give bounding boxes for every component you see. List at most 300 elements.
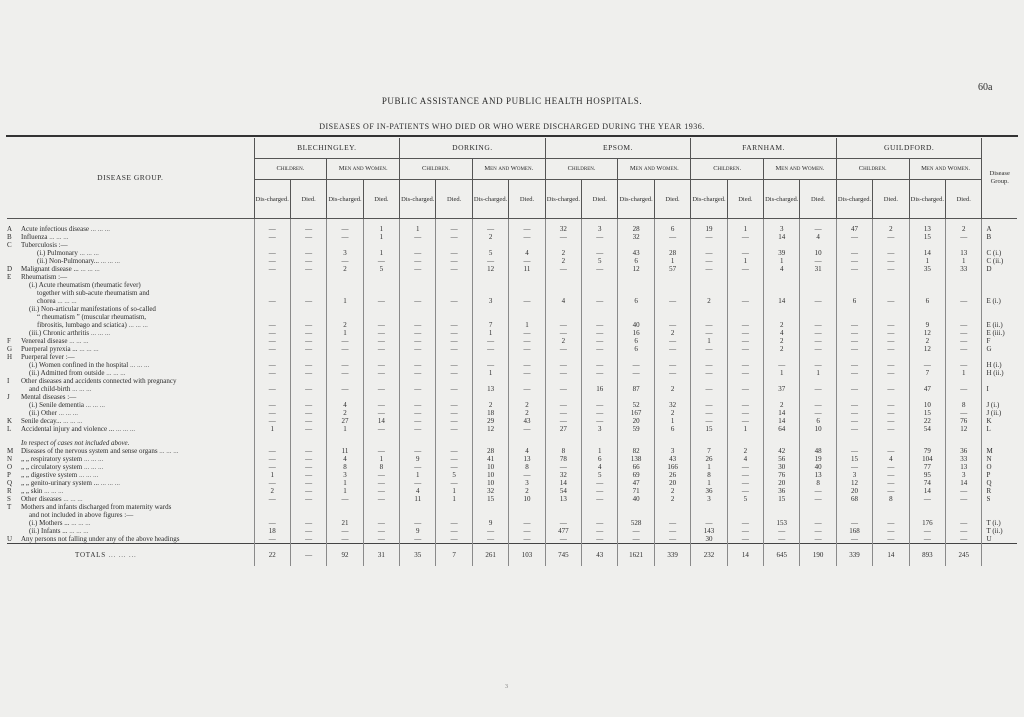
row-group-code: L [982, 425, 1017, 433]
table-cell: — [363, 337, 399, 345]
row-label: fibrositis, lumbago and sciatica) [37, 321, 127, 329]
died-column-header: Died. [363, 180, 399, 219]
table-cell [290, 281, 326, 289]
row-label: Mental diseases :— [21, 393, 77, 401]
table-row: N „ „ respiratory system ... ... ... — — 4 1 9 — 41 13 78 6 138 43 26 4 56 19 15 4 104 33 N [7, 455, 1017, 463]
group-column-header: Disease Group. [982, 138, 1017, 219]
table-cell: — [836, 369, 872, 377]
table-cell [836, 305, 872, 313]
table-cell [618, 353, 654, 361]
row-label: (i.) Women confined in the hospital [29, 361, 129, 369]
table-cell: 16 [582, 385, 618, 393]
table-cell [764, 393, 800, 401]
table-cell: 57 [654, 265, 690, 273]
table-cell: — [290, 337, 326, 345]
table-cell [764, 313, 800, 321]
table-cell: — [836, 535, 872, 544]
table-cell: — [727, 417, 763, 425]
table-cell [800, 281, 836, 289]
table-cell [946, 289, 982, 297]
table-cell: — [290, 455, 326, 463]
table-cell: 36 [691, 487, 727, 495]
table-cell [836, 281, 872, 289]
row-group-code: B [982, 233, 1017, 241]
table-cell: — [436, 337, 472, 345]
table-cell [764, 353, 800, 361]
discharged-column-header: Dis-charged. [327, 180, 363, 219]
table-cell: — [400, 385, 436, 393]
totals-cell: 43 [582, 544, 618, 567]
totals-cell: 893 [909, 544, 945, 567]
table-cell [654, 305, 690, 313]
table-cell: — [873, 265, 909, 273]
row-label: and child-birth [29, 385, 71, 393]
district-header-blechingley: BLECHINGLEY. [254, 138, 400, 159]
table-cell [545, 439, 581, 447]
table-cell: 40 [618, 495, 654, 503]
table-cell: 7 [691, 447, 727, 455]
table-cell [691, 439, 727, 447]
table-cell [509, 273, 545, 281]
table-row [7, 377, 1017, 385]
table-cell: — [436, 385, 472, 393]
table-cell: 2 [764, 345, 800, 353]
table-cell: 2 [654, 385, 690, 393]
table-cell [400, 281, 436, 289]
table-cell: — [873, 321, 909, 329]
table-cell [436, 273, 472, 281]
table-cell: — [363, 487, 399, 495]
table-cell: — [800, 401, 836, 409]
table-cell: — [436, 535, 472, 544]
table-row [7, 439, 1017, 447]
row-label: chorea [37, 297, 56, 305]
table-cell [909, 305, 945, 313]
table-cell: — [290, 385, 326, 393]
table-cell: 8 [327, 463, 363, 471]
row-group-code: J (i.) [982, 401, 1017, 409]
totals-cell: 31 [363, 544, 399, 567]
table-cell: 27 [545, 425, 581, 433]
row-group-code [982, 353, 1017, 361]
table-cell: — [836, 257, 872, 265]
table-cell [327, 281, 363, 289]
table-cell: 14 [764, 417, 800, 425]
table-cell: 1 [582, 447, 618, 455]
table-cell [618, 313, 654, 321]
table-cell: — [290, 265, 326, 273]
table-cell: 10 [800, 425, 836, 433]
table-cell: — [727, 369, 763, 377]
table-cell [472, 281, 508, 289]
table-cell: — [400, 417, 436, 425]
table-cell: — [836, 385, 872, 393]
subgroup-header: Men and Women. [472, 159, 545, 180]
table-cell: — [254, 385, 290, 393]
row-label: together with sub-acute rheumatism and [37, 289, 150, 297]
table-cell: 14 [363, 417, 399, 425]
row-letter: D [7, 265, 13, 273]
table-cell [873, 281, 909, 289]
row-group-code: S [982, 495, 1017, 503]
table-cell [873, 439, 909, 447]
table-cell: 12 [909, 345, 945, 353]
table-cell: — [691, 233, 727, 241]
row-letter: B [7, 233, 12, 241]
table-cell [618, 305, 654, 313]
table-cell: — [873, 527, 909, 535]
table-cell: 52 [618, 401, 654, 409]
row-letter: N [7, 455, 13, 463]
table-cell: 32 [545, 225, 581, 233]
table-cell [582, 313, 618, 321]
row-group-code: J (ii.) [982, 409, 1017, 417]
table-cell [582, 377, 618, 385]
table-cell: — [545, 417, 581, 425]
table-row: A Acute infectious disease ... ... ... — — — 1 1 — — — 32 3 28 6 19 1 3 — 47 2 13 2 A [7, 225, 1017, 233]
row-label: (i.) Acute rheumatism (rheumatic fever) [29, 281, 141, 289]
table-cell: 2 [654, 409, 690, 417]
table-cell: 528 [618, 519, 654, 527]
table-row: F Venereal disease ... ... ... — — — — — — — — 2 — 6 — 1 — 2 — — — 2 — F [7, 337, 1017, 345]
table-cell: 13 [509, 455, 545, 463]
table-cell [254, 511, 290, 519]
table-row: L Accidental injury and violence ... ... ... ... 1 — 1 — — — 12 — 27 3 59 6 15 1 64 10 — — 54 12 L [7, 425, 1017, 433]
table-cell: 33 [946, 265, 982, 273]
table-cell: — [436, 463, 472, 471]
table-cell [800, 273, 836, 281]
totals-cell: 645 [764, 544, 800, 567]
table-cell [363, 511, 399, 519]
table-cell [654, 281, 690, 289]
table-cell: — [836, 329, 872, 337]
table-cell: — [946, 535, 982, 544]
table-cell [400, 305, 436, 313]
row-label: Rheumatism :— [21, 273, 68, 281]
discharged-column-header: Dis-charged. [472, 180, 508, 219]
table-cell [909, 241, 945, 249]
table-cell: — [873, 487, 909, 495]
table-cell: — [290, 257, 326, 265]
table-cell: 3 [472, 297, 508, 305]
table-row: B Influenza ... ... ... — — — 1 — — 2 — — — 32 — — — 14 4 — — 15 — B [7, 233, 1017, 241]
table-cell: — [436, 257, 472, 265]
table-cell: 39 [764, 249, 800, 257]
table-cell: 1 [509, 321, 545, 329]
table-cell: — [290, 321, 326, 329]
totals-cell: 745 [545, 544, 581, 567]
subgroup-header: Children. [691, 159, 764, 180]
table-cell: — [290, 447, 326, 455]
table-cell: 77 [909, 463, 945, 471]
table-cell: — [290, 233, 326, 241]
table-cell: 1 [327, 329, 363, 337]
table-cell [509, 393, 545, 401]
row-label: „ „ skin [21, 487, 43, 495]
table-cell [836, 511, 872, 519]
table-cell [363, 503, 399, 511]
table-cell: 12 [618, 265, 654, 273]
table-cell [582, 511, 618, 519]
table-cell: — [836, 519, 872, 527]
table-cell: 15 [472, 495, 508, 503]
table-cell: — [836, 409, 872, 417]
table-cell: 14 [909, 487, 945, 495]
table-cell [436, 393, 472, 401]
table-cell: 138 [618, 455, 654, 463]
table-cell: — [873, 361, 909, 369]
table-cell: 1 [363, 249, 399, 257]
table-cell: — [946, 409, 982, 417]
table-cell [836, 377, 872, 385]
table-cell: — [290, 297, 326, 305]
table-cell: — [363, 471, 399, 479]
table-cell [545, 281, 581, 289]
table-cell: — [436, 329, 472, 337]
table-cell: — [254, 257, 290, 265]
table-cell: 41 [472, 455, 508, 463]
table-row: G Puerperal pyrexia ... ... ... ... — — — — — — — — — — 6 — — — 2 — — — 12 — G [7, 345, 1017, 353]
table-cell [582, 289, 618, 297]
table-cell: — [873, 369, 909, 377]
table-cell [582, 439, 618, 447]
table-cell: 14 [909, 249, 945, 257]
died-column-header: Died. [873, 180, 909, 219]
table-cell: 1 [727, 257, 763, 265]
table-cell: 10 [472, 463, 508, 471]
table-cell: — [436, 479, 472, 487]
table-cell: — [290, 495, 326, 503]
table-cell: 1 [691, 479, 727, 487]
table-cell: 104 [909, 455, 945, 463]
subgroup-header: Children. [545, 159, 618, 180]
discharged-column-header: Dis-charged. [691, 180, 727, 219]
table-cell: 2 [654, 329, 690, 337]
table-cell [836, 273, 872, 281]
table-cell: — [946, 527, 982, 535]
table-cell [400, 313, 436, 321]
table-row [7, 313, 1017, 321]
died-column-header: Died. [582, 180, 618, 219]
table-cell [363, 439, 399, 447]
table-cell: — [727, 385, 763, 393]
table-cell: — [836, 401, 872, 409]
table-cell: 2 [727, 447, 763, 455]
table-cell [909, 511, 945, 519]
table-cell: — [509, 535, 545, 544]
table-cell [472, 511, 508, 519]
table-cell: 2 [509, 409, 545, 417]
table-cell: 11 [509, 265, 545, 273]
row-letter: O [7, 463, 13, 471]
table-cell: 42 [764, 447, 800, 455]
row-group-code [982, 281, 1017, 289]
table-cell: — [582, 535, 618, 544]
table-cell: — [254, 233, 290, 241]
table-cell: 3 [327, 471, 363, 479]
table-cell: — [582, 233, 618, 241]
table-cell: — [472, 257, 508, 265]
row-label: Puerperal pyrexia ... [21, 345, 78, 353]
table-cell: 2 [764, 321, 800, 329]
table-cell: — [727, 233, 763, 241]
table-cell [909, 313, 945, 321]
row-letter: P [7, 471, 11, 479]
table-cell: 1 [327, 479, 363, 487]
table-cell [290, 511, 326, 519]
table-cell [691, 353, 727, 361]
table-cell: 2 [327, 409, 363, 417]
table-cell: — [290, 329, 326, 337]
row-label: (ii.) Non-articular manifestations of so-called [29, 305, 156, 313]
table-cell: 6 [654, 225, 690, 233]
table-cell: 2 [472, 401, 508, 409]
table-cell: 18 [472, 409, 508, 417]
table-cell: — [654, 345, 690, 353]
table-cell: — [836, 447, 872, 455]
table-cell: 1 [764, 369, 800, 377]
row-group-code: N [982, 455, 1017, 463]
table-cell [254, 439, 290, 447]
table-header [7, 138, 1017, 219]
table-cell: 2 [509, 487, 545, 495]
table-row [7, 241, 1017, 249]
table-cell [727, 503, 763, 511]
table-cell: — [873, 447, 909, 455]
table-cell: — [509, 345, 545, 353]
table-cell: — [327, 225, 363, 233]
table-cell [472, 273, 508, 281]
table-cell: — [327, 345, 363, 353]
table-cell: 1 [654, 257, 690, 265]
table-cell [654, 289, 690, 297]
table-cell: — [727, 487, 763, 495]
table-cell [836, 439, 872, 447]
table-cell [254, 377, 290, 385]
table-cell [691, 393, 727, 401]
table-cell [436, 503, 472, 511]
table-cell: — [545, 329, 581, 337]
row-label: (ii.) Non-Pulmonary... [37, 257, 99, 265]
table-cell: 1 [400, 225, 436, 233]
table-cell: — [472, 225, 508, 233]
row-letter: I [7, 377, 10, 385]
table-cell [836, 503, 872, 511]
table-cell: — [509, 225, 545, 233]
row-letter: T [7, 503, 12, 511]
table-cell: — [363, 535, 399, 544]
table-cell [764, 377, 800, 385]
table-body [7, 219, 1017, 567]
table-cell: — [836, 265, 872, 273]
table-cell: — [400, 329, 436, 337]
table-cell [400, 377, 436, 385]
table-cell: — [800, 535, 836, 544]
table-cell [909, 273, 945, 281]
table-cell: 1 [727, 425, 763, 433]
table-cell: — [909, 495, 945, 503]
table-cell [764, 503, 800, 511]
row-letter: S [7, 495, 11, 503]
row-group-code: Q [982, 479, 1017, 487]
row-label: Any persons not falling under any of the above headings [21, 535, 180, 543]
table-cell: — [618, 535, 654, 544]
table-cell: 1 [691, 463, 727, 471]
row-letter: U [7, 535, 13, 543]
row-label: „ „ respiratory system [21, 455, 83, 463]
district-header-dorking: DORKING. [400, 138, 546, 159]
table-cell: — [873, 463, 909, 471]
table-cell: — [691, 519, 727, 527]
table-cell [472, 503, 508, 511]
table-cell: — [582, 297, 618, 305]
subgroup-header: Children. [400, 159, 473, 180]
subgroup-header: Men and Women. [618, 159, 691, 180]
table-cell: — [254, 265, 290, 273]
table-cell: 1 [327, 297, 363, 305]
table-cell: — [727, 401, 763, 409]
table-cell: 1 [909, 257, 945, 265]
table-cell [909, 439, 945, 447]
table-cell: — [545, 519, 581, 527]
table-cell: 9 [909, 321, 945, 329]
table-cell: — [436, 417, 472, 425]
table-cell: — [836, 417, 872, 425]
table-cell: — [545, 265, 581, 273]
table-cell: — [873, 345, 909, 353]
table-cell [400, 503, 436, 511]
table-cell: — [873, 401, 909, 409]
table-cell: 15 [836, 455, 872, 463]
table-cell: — [290, 409, 326, 417]
table-cell: — [327, 257, 363, 265]
table-cell: 6 [618, 345, 654, 353]
table-cell [509, 305, 545, 313]
table-cell [545, 289, 581, 297]
table-cell [327, 241, 363, 249]
table-cell: — [654, 321, 690, 329]
table-cell: — [800, 337, 836, 345]
table-cell: — [436, 425, 472, 433]
totals-cell: — [290, 544, 326, 567]
table-cell [509, 511, 545, 519]
table-cell: — [254, 519, 290, 527]
table-cell: — [254, 361, 290, 369]
table-cell: 20 [618, 417, 654, 425]
table-cell: — [400, 361, 436, 369]
table-cell: — [327, 385, 363, 393]
table-cell: 9 [472, 519, 508, 527]
table-cell: 4 [327, 401, 363, 409]
table-cell: — [436, 369, 472, 377]
table-cell: — [436, 447, 472, 455]
table-cell: — [363, 479, 399, 487]
table-cell: — [254, 401, 290, 409]
table-cell: — [582, 345, 618, 353]
table-cell [327, 273, 363, 281]
table-row [7, 393, 1017, 401]
table-cell: — [727, 471, 763, 479]
table-cell [909, 281, 945, 289]
table-cell: — [509, 257, 545, 265]
table-cell: 10 [800, 249, 836, 257]
table-cell: 54 [909, 425, 945, 433]
row-letter: A [7, 225, 13, 233]
table-cell [764, 289, 800, 297]
table-cell [618, 511, 654, 519]
table-cell: — [582, 519, 618, 527]
table-cell: 2 [545, 337, 581, 345]
